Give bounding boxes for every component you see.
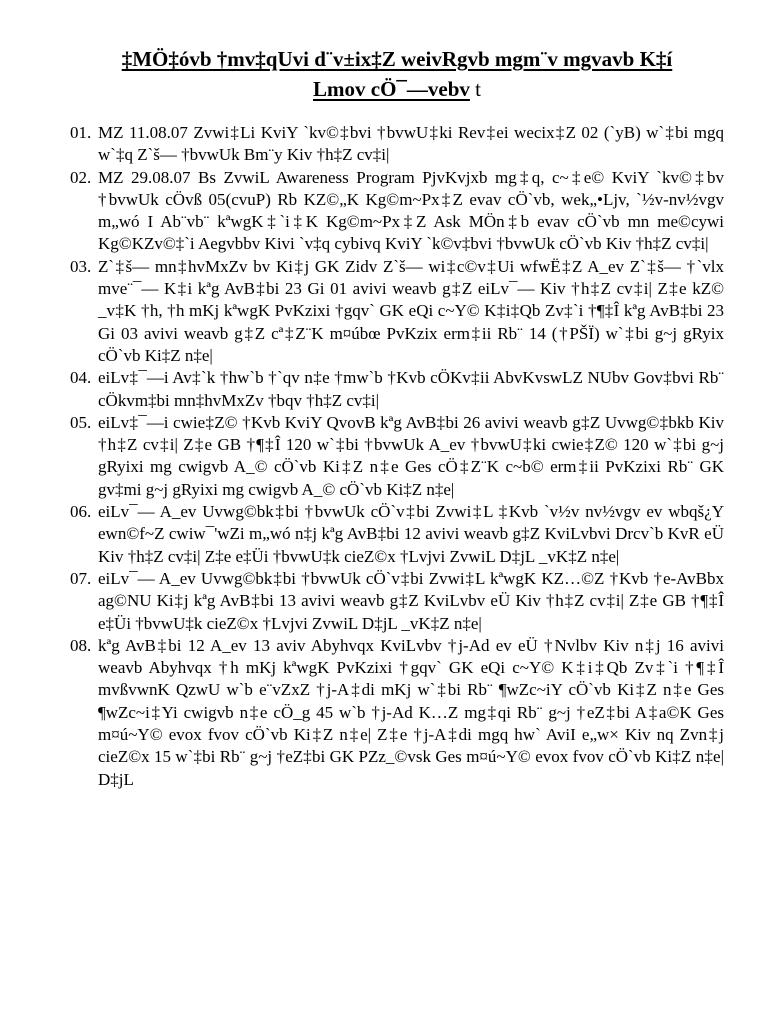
list-item <box>70 167 724 256</box>
list-item <box>70 635 724 791</box>
item-text: kªg AvB‡bi 12 A_ev 13 aviv Abyhvqx KviLvbv †j-Ad ev eÜ †Nvlbv Kiv n‡j 16 avivi weavb Abyhvqx †h mKj kªwgK PvKzixi †gqv` GK eQi c~Y© K‡i‡Qb Zv‡`i †¶‡Î mvßvwnK QzwU w`b e¨vZxZ †j-A‡di mKj w`‡bi Rb¨ ¶wZc~iY cÖ`vb Ki‡Z n‡e Ges ¶wZc~i‡Yi cwigvb n‡e cÖ_g 45 w`b †j-Ad K…Z mg‡qi Rb¨ g~j †eZ‡bi A‡a©K Ges m¤ú~Y© evox fvov cÖ`vb Ki‡Z n‡e| Z‡e †j-A‡di mgq hw` AviI e„w× Kiv nq Zvn‡j cieZ©x 15 w`‡bi Rb¨ g~j †eZ‡bi GK PZz_©vsk Ges m¤ú~Y© evox fvov cÖ`vb Ki‡Z n‡e| D‡jL <box>98 635 724 789</box>
item-number: 03. <box>70 256 92 276</box>
list-item <box>70 501 724 568</box>
item-text: MZ 29.08.07 Bs ZvwiL Awareness Program PjvKvjxb mg‡q, c~‡e© KviY `kv©‡bv †bvwUk cÖvß 05(cvuP) Rb KZ©„K Kg©m~Px‡Z evav cÖ`vb, wek„•Ljv, `½v-nv½vgv m„wó I Ab¨vb¨ kªwgK‡`i‡K Kg©m~Px‡Z Ask MÖn‡b evav cÖ`vb mn me©cywi Kg©KZv©‡`i Aegvbbv Kivi `v‡q cybivq KviY `k©v‡bvi †bvwUk cÖ`vb Kiv †h‡Z cv‡i| <box>98 167 724 254</box>
title-line-1: ‡MÖ‡óvb †mv‡qUvi d¨v±ix‡Z weivRgvb mgm¨v mgvavb K‡í <box>121 47 673 71</box>
item-text: eiLv¯— A_ev Uvwg©bk‡bi †bvwUk cÖ`v‡bi Zvwi‡L kªwgK KZ…©Z †Kvb †e-AvBbx ag©NU Ki‡j kªg AvB‡bi 13 avivi weavb g‡Z KviLvbv eÜ Kiv †h‡Z cv‡i| Z‡e GB †¶‡Î e‡Üi †bvwU‡k cieZ©x †Lvjvi ZvwiL D‡jL _vK‡Z n‡e| <box>98 568 724 633</box>
item-number: 07. <box>70 568 92 588</box>
item-text: eiLv‡¯—i Av‡`k †hw`b †`qv n‡e †mw`b †Kvb cÖKv‡ii AbvKvswLZ NUbv Gov‡bvi Rb¨ cÖkvm‡bi mn‡hvMxZv †bqv †h‡Z cv‡i| <box>98 368 724 410</box>
item-number: 05. <box>70 412 92 432</box>
item-number: 06. <box>70 502 92 522</box>
item-number: 01. <box>70 123 92 142</box>
list-item <box>70 122 724 167</box>
item-text: eiLv‡¯—i cwie‡Z© †Kvb KviY QvovB kªg AvB‡bi 26 avivi weavb g‡Z Uvwg©‡bkb Kiv †h‡Z cv‡i| Z‡e GB †¶‡Î 120 w`‡bi †bvwUk A_ev †bvwU‡ki cwie‡Z© 120 w`‡bi g~j gRyixi mg cwigvb A_© cÖ`vb Ki‡Z n‡e Ges cÖ‡Z¨K c~b© erm‡ii PvKzixi Rb¨ GK gv‡mi g~j gRyixi mg cwigvb A_© cÖ`vb Ki‡Z n‡e| <box>98 412 724 499</box>
item-text: Z`‡š— mn‡hvMxZv bv Ki‡j GK Zidv Z`š— wi‡c©v‡Ui wfwË‡Z A_ev Z`‡š— †`vlx mve¨¯— K‡i kªg AvB‡bi 23 Gi 01 avivi weavb g‡Z eiLv¯— Kiv †h‡Z cv‡i| Z‡e kZ© _v‡K †h, †h mKj kªwgK PvKzixi †gqv` GK eQi c~Y© K‡i‡Qb Zv‡`i †¶‡Î kªg AvB‡bi 23 Gi 03 avivi weavb g‡Z cª‡Z¨K m¤úbœ PvKzix erm‡ii Rb¨ 14 (†PŠÏ) w`‡bi g~j gRyix cÖ`vb Ki‡Z n‡e| <box>98 256 724 365</box>
numbered-list <box>70 122 724 791</box>
document-title <box>70 44 724 104</box>
list-item <box>70 367 724 412</box>
list-item <box>70 256 724 367</box>
item-number: 04. <box>70 368 92 388</box>
item-number: 02. <box>70 167 92 187</box>
title-line-2: Lmov cÖ¯—vebv <box>313 77 470 101</box>
title-tail: t <box>469 77 481 101</box>
item-text: eiLv¯— A_ev Uvwg©bk‡bi †bvwUk cÖ`v‡bi Zvwi‡L ‡Kvb `v½v nv½vgv ev wbqš¿Y ewn©f~Z cwiw¯'wZi m„wó n‡j kªg AvB‡bi 12 avivi weavb g‡Z KviLvbvi Drcv`b KvR eÜ Kiv †h‡Z cv‡i| Z‡e e‡Üi †bvwU‡k cieZ©x †Lvjvi ZvwiL D‡jL _vK‡Z n‡e| <box>98 502 724 566</box>
list-item <box>70 412 724 501</box>
item-number: 08. <box>70 635 92 655</box>
list-item <box>70 568 724 635</box>
item-text: MZ 11.08.07 Zvwi‡Li KviY `kv©‡bvi †bvwU‡ki Rev‡ei wecix‡Z 02 (`yB) w`‡bi mgq w`‡q Z`š— †bvwUk Bm¨y Kiv †h‡Z cv‡i| <box>98 123 724 165</box>
